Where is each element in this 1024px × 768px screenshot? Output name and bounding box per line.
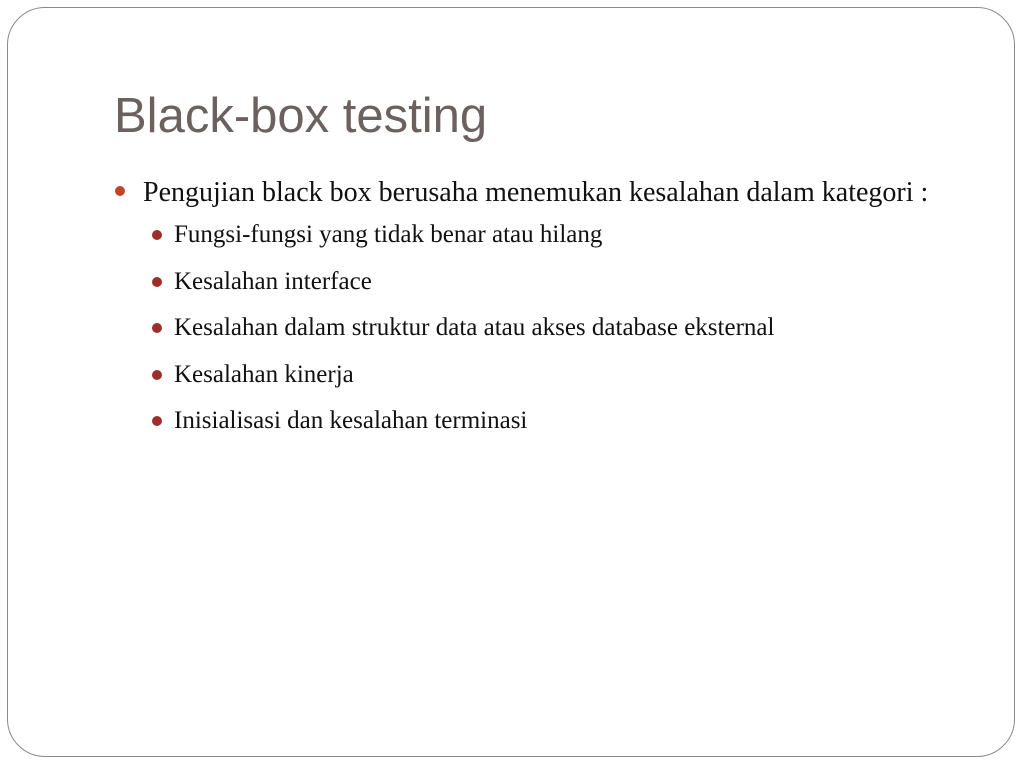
bullet-dot-icon [152, 230, 162, 240]
bullet-dot-icon [152, 416, 162, 426]
bullet-text-main: Pengujian black box berusaha menemukan kesalahan dalam kategori : [143, 177, 929, 208]
sub-bullet-item [115, 267, 935, 297]
bullet-item-main [115, 170, 935, 216]
bullet-dot-icon [152, 370, 162, 380]
sub-bullet-text: Inisialisasi dan kesalahan terminasi [174, 407, 528, 434]
bullet-dot-icon [115, 186, 125, 196]
sub-bullet-item [115, 406, 935, 436]
sub-bullet-list [115, 220, 935, 436]
sub-bullet-item [115, 220, 935, 250]
sub-bullet-text: Kesalahan kinerja [174, 360, 354, 388]
sub-bullet-text: Kesalahan dalam struktur data atau akses database eksternal [174, 314, 775, 341]
sub-bullet-text: Fungsi-fungsi yang tidak benar atau hilang [174, 221, 603, 248]
slide-title: Black-box testing [114, 89, 488, 143]
sub-bullet-item [115, 313, 935, 343]
bullet-dot-icon [152, 323, 162, 333]
bullet-dot-icon [152, 277, 162, 287]
sub-bullet-text: Kesalahan interface [174, 267, 372, 295]
sub-bullet-item [115, 360, 935, 390]
slide-content [115, 170, 935, 453]
